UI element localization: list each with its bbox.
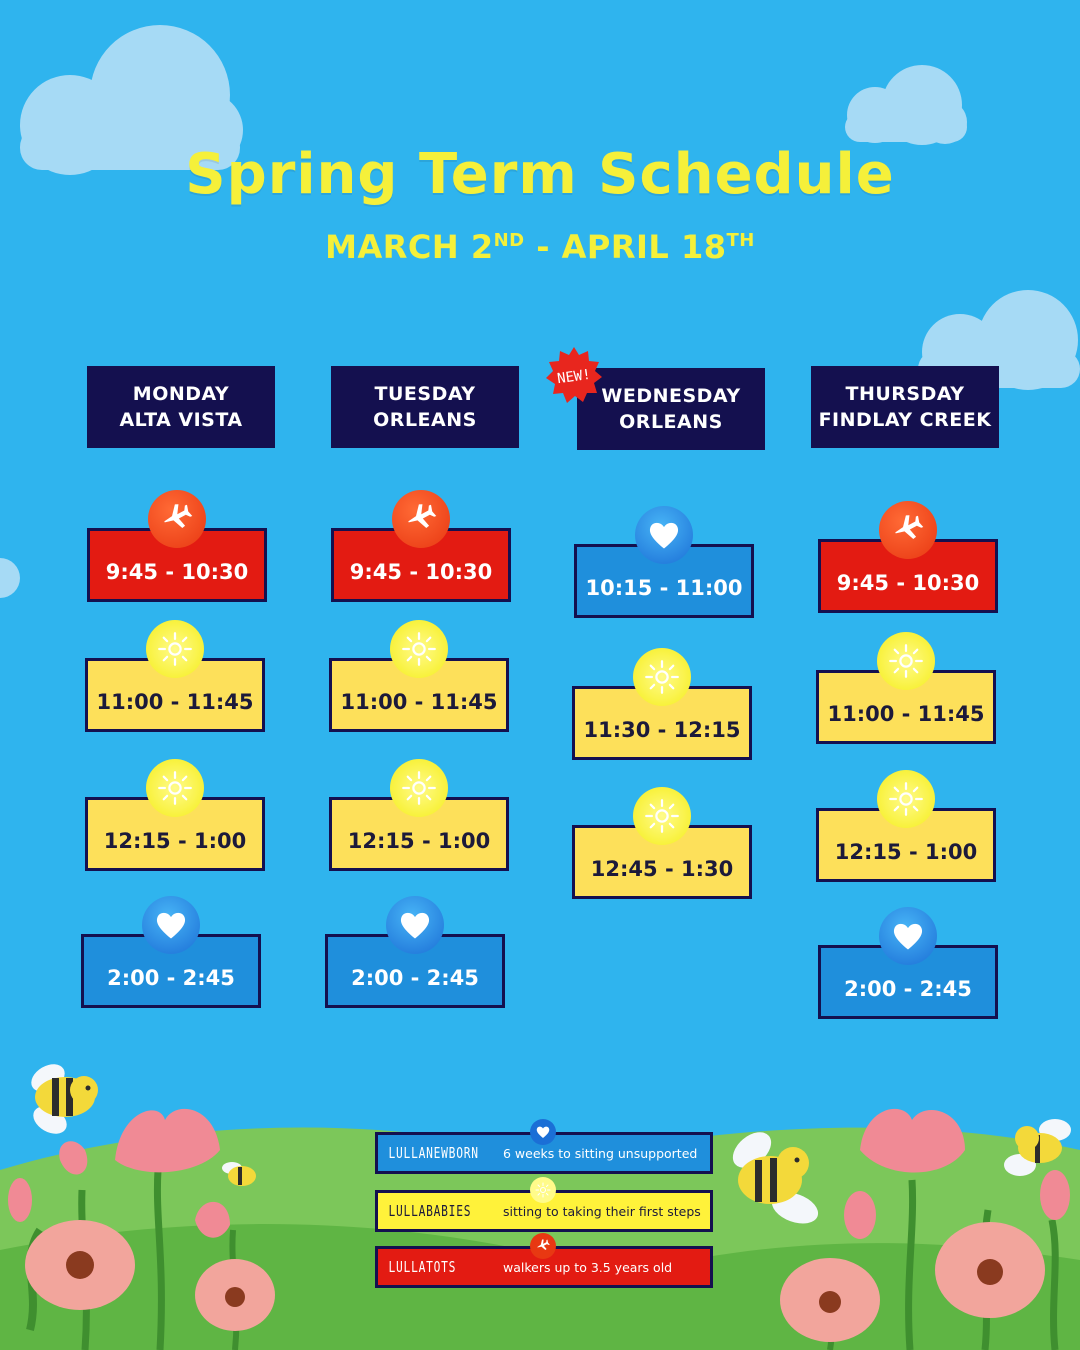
time-slot-label: 12:15 - 1:00 [347, 829, 491, 853]
sun-icon [877, 632, 935, 690]
time-slot-label: 11:00 - 11:45 [96, 690, 254, 714]
time-slot-label: 2:00 - 2:45 [844, 977, 972, 1001]
plane-icon [879, 501, 937, 559]
day-location: ORLEANS [619, 411, 723, 433]
plane-icon [530, 1233, 556, 1259]
time-slot-label: 2:00 - 2:45 [351, 966, 479, 990]
time-slot-label: 2:00 - 2:45 [107, 966, 235, 990]
time-slot-label: 12:45 - 1:30 [590, 857, 734, 881]
time-slot-label: 10:15 - 11:00 [585, 576, 743, 600]
date-start-suffix: ND [493, 230, 525, 251]
heart-icon [530, 1119, 556, 1145]
sun-icon [877, 770, 935, 828]
heart-icon [142, 896, 200, 954]
page-title: Spring Term Schedule [185, 142, 895, 207]
new-badge-label: NEW! [556, 366, 592, 388]
day-location: ORLEANS [373, 409, 477, 431]
time-slot-label: 9:45 - 10:30 [105, 560, 249, 584]
legend-description: sitting to taking their first steps [503, 1203, 701, 1219]
sun-icon [390, 620, 448, 678]
sun-icon [146, 620, 204, 678]
sun-icon [633, 787, 691, 845]
day-location: FINDLAY CREEK [818, 409, 992, 431]
day-header-monday [87, 366, 275, 448]
time-slot-label: 11:30 - 12:15 [583, 718, 741, 742]
heart-icon [879, 907, 937, 965]
day-name: THURSDAY [845, 383, 965, 405]
plane-icon [148, 490, 206, 548]
sun-icon [146, 759, 204, 817]
legend-program-name: LULLABABIES [388, 1202, 472, 1220]
date-end: APRIL 18 [561, 228, 727, 266]
legend-description: walkers up to 3.5 years old [503, 1259, 673, 1275]
sun-icon [633, 648, 691, 706]
term-dates [0, 228, 1080, 266]
sun-icon [390, 759, 448, 817]
date-start: MARCH 2 [325, 228, 494, 266]
cloud-edge-left [0, 558, 20, 598]
legend-program-name: LULLATOTS [388, 1258, 457, 1276]
day-name: WEDNESDAY [601, 385, 741, 407]
heart-icon [386, 896, 444, 954]
plane-icon [392, 490, 450, 548]
day-location: ALTA VISTA [119, 409, 243, 431]
day-header-wednesday [577, 368, 765, 450]
new-badge [545, 346, 603, 404]
day-header-tuesday [331, 366, 519, 448]
date-separator: - [524, 228, 562, 266]
time-slot-label: 11:00 - 11:45 [340, 690, 498, 714]
time-slot-label: 12:15 - 1:00 [103, 829, 247, 853]
heart-icon [635, 506, 693, 564]
sun-icon [530, 1177, 556, 1203]
bee-left [26, 1059, 98, 1140]
day-name: TUESDAY [374, 383, 476, 405]
legend-description: 6 weeks to sitting unsupported [503, 1145, 698, 1161]
cloud-top-right [845, 65, 967, 145]
time-slot-label: 11:00 - 11:45 [827, 702, 985, 726]
time-slot-label: 9:45 - 10:30 [349, 560, 493, 584]
time-slot-label: 12:15 - 1:00 [834, 840, 978, 864]
legend-program-name: LULLANEWBORN [388, 1144, 479, 1162]
day-name: MONDAY [132, 383, 230, 405]
day-header-thursday [811, 366, 999, 448]
time-slot-label: 9:45 - 10:30 [836, 571, 980, 595]
date-end-suffix: TH [726, 230, 755, 251]
